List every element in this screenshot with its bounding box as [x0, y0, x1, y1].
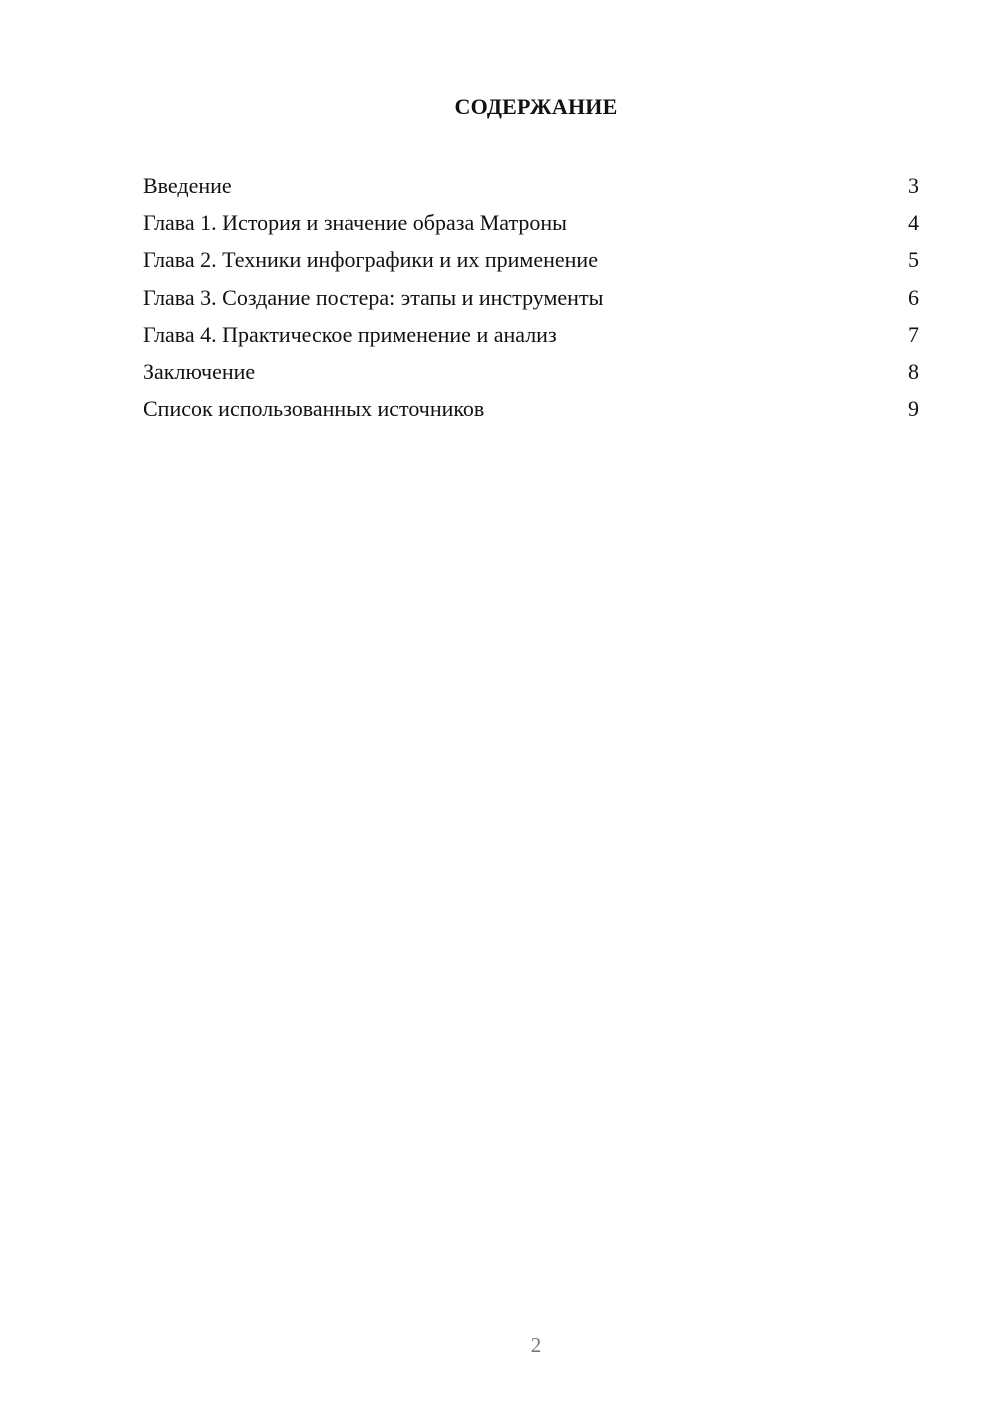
toc-entry-chapter-2: [143, 241, 919, 278]
toc-entry-page: 3: [908, 173, 919, 198]
toc-entry-label: Глава 3. Создание постера: этапы и инструменты: [143, 284, 604, 310]
toc-entry-page: 7: [908, 321, 919, 347]
page-number: 2: [530, 1333, 542, 1357]
table-of-contents: [143, 167, 919, 427]
toc-entry-label: Введение: [143, 173, 232, 198]
toc-entry-page: 5: [908, 247, 919, 273]
toc-title: СОДЕРЖАНИЕ: [454, 94, 618, 119]
toc-entry-introduction: [143, 167, 919, 204]
toc-entry-page: 6: [908, 284, 919, 310]
toc-entry-label: Список использованных источников: [143, 396, 485, 422]
toc-entry-conclusion: [143, 353, 919, 390]
toc-entry-page: 4: [908, 210, 919, 236]
toc-entry-references: [143, 390, 919, 427]
toc-entry-chapter-1: [143, 204, 919, 241]
toc-entry-label: Заключение: [143, 358, 256, 384]
toc-entry-chapter-3: [143, 279, 919, 316]
toc-entry-chapter-4: [143, 316, 919, 353]
toc-entry-label: Глава 4. Практическое применение и анализ: [143, 321, 557, 347]
toc-entry-page: 9: [908, 396, 919, 422]
toc-entry-label: Глава 2. Техники инфографики и их применение: [143, 247, 598, 273]
toc-entry-page: 8: [908, 358, 919, 384]
toc-entry-label: Глава 1. История и значение образа Матроны: [143, 210, 567, 236]
